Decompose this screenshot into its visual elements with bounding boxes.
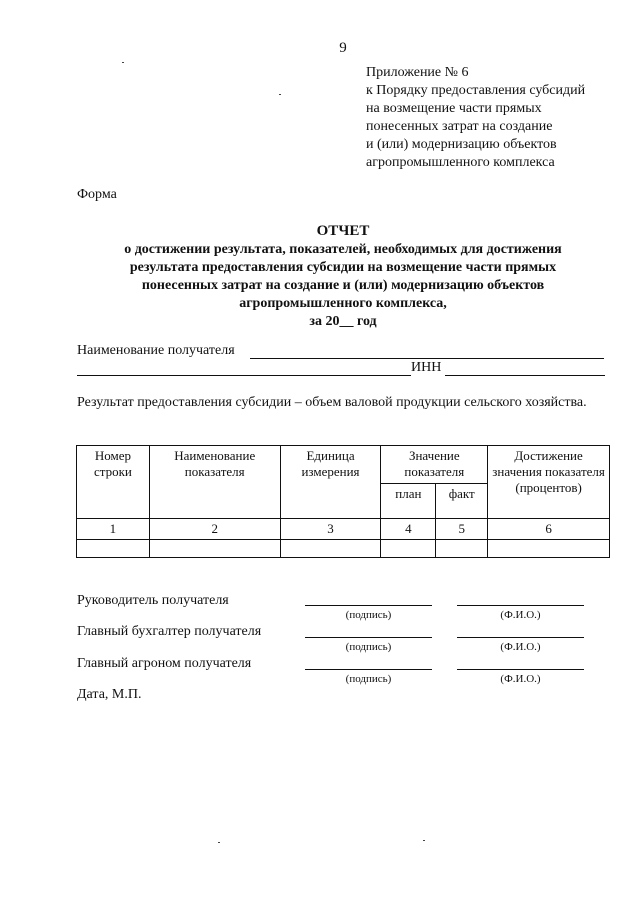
report-title-line: результата предоставления субсидии на возмещение части прямых	[129, 260, 557, 275]
column-number: 2	[149, 519, 280, 540]
signature-line	[305, 637, 432, 638]
signature-line	[305, 605, 432, 606]
date-stamp-label: Дата, М.П.	[77, 687, 142, 702]
page-number: 9	[339, 40, 347, 56]
inn-label: ИНН	[411, 360, 442, 375]
scan-speck	[279, 94, 281, 95]
header-number: Номер строки	[77, 446, 150, 519]
column-number: 5	[436, 519, 488, 540]
table-cell[interactable]	[77, 540, 150, 558]
report-title-main: ОТЧЕТ	[316, 223, 370, 239]
table-header-row	[77, 446, 610, 484]
scan-speck	[122, 62, 124, 63]
table-cell[interactable]	[149, 540, 280, 558]
name-caption: (Ф.И.О.)	[500, 609, 541, 621]
appendix-line: Приложение № 6	[366, 65, 469, 80]
table-row	[77, 540, 610, 558]
report-title-line: о достижении результата, показателей, необходимых для достижения	[124, 242, 562, 257]
header-unit: Единица измерения	[280, 446, 381, 519]
column-number: 1	[77, 519, 150, 540]
report-title-line: агропромышленного комплекса,	[239, 296, 447, 311]
name-line	[457, 637, 584, 638]
table-cell[interactable]	[280, 540, 381, 558]
recipient-name-line-2	[77, 375, 411, 376]
column-number: 6	[488, 519, 610, 540]
signature-line	[305, 669, 432, 670]
header-fact: факт	[436, 484, 488, 519]
scan-speck	[423, 840, 425, 841]
signature-role: Главный агроном получателя	[77, 656, 252, 671]
signature-caption: (подпись)	[345, 641, 392, 653]
name-line	[457, 605, 584, 606]
signature-caption: (подпись)	[345, 673, 392, 685]
name-caption: (Ф.И.О.)	[500, 673, 541, 685]
appendix-line: к Порядку предоставления субсидий	[366, 83, 586, 98]
table-cell[interactable]	[488, 540, 610, 558]
column-number: 3	[280, 519, 381, 540]
report-title	[76, 222, 610, 331]
scan-speck	[218, 842, 220, 843]
report-table	[76, 445, 610, 558]
column-number: 4	[381, 519, 436, 540]
form-label: Форма	[77, 187, 117, 202]
report-title-year: за 20__ год	[309, 314, 377, 329]
header-indicator-name: Наименование показателя	[149, 446, 280, 519]
name-line	[457, 669, 584, 670]
report-title-line: понесенных затрат на создание и (или) модернизацию объектов	[141, 278, 545, 293]
appendix-line: на возмещение части прямых	[366, 101, 542, 116]
header-value: Значение показателя	[381, 446, 488, 484]
recipient-label: Наименование получателя	[77, 343, 235, 358]
recipient-name-line	[250, 358, 604, 359]
header-achievement: Достижение значения показателя (процентов)	[488, 446, 610, 519]
table-cell[interactable]	[381, 540, 436, 558]
appendix-line: агропромышленного комплекса	[366, 155, 555, 170]
appendix-line: понесенных затрат на создание	[366, 119, 553, 134]
inn-line	[445, 375, 605, 376]
result-text: Результат предоставления субсидии – объем валовой продукции сельского хозяйства.	[77, 395, 587, 410]
appendix-line: и (или) модернизацию объектов	[366, 137, 557, 152]
table-column-number-row	[77, 519, 610, 540]
signature-role: Главный бухгалтер получателя	[77, 624, 262, 639]
appendix-block	[366, 64, 636, 172]
table-cell[interactable]	[436, 540, 488, 558]
header-plan: план	[381, 484, 436, 519]
signature-caption: (подпись)	[345, 609, 392, 621]
signature-role: Руководитель получателя	[77, 593, 229, 608]
name-caption: (Ф.И.О.)	[500, 641, 541, 653]
